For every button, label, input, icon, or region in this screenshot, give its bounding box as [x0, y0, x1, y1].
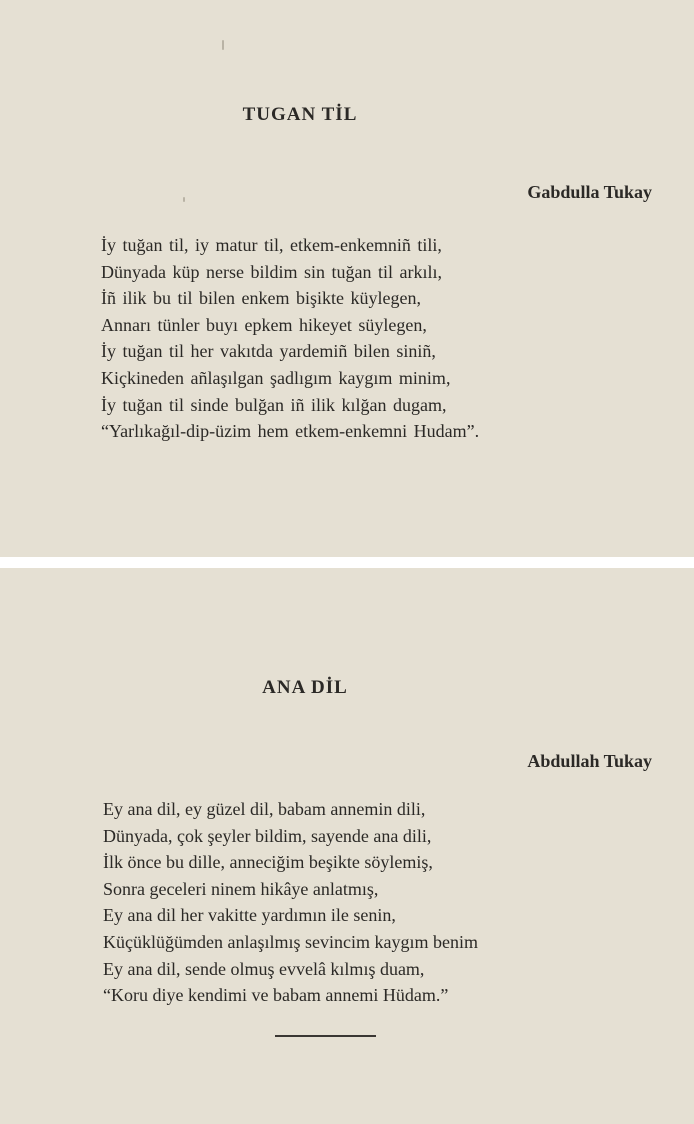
verse-line: Sonra geceleri ninem hikâye anlatmış,	[103, 878, 379, 899]
verse-line: Annarı tünler buyı epkem hikeyet süylegen,	[101, 314, 427, 335]
verse-line: Ey ana dil her vakitte yardımın ile senin,	[103, 905, 396, 926]
verse-line: Ey ana dil, ey güzel dil, babam annemin dili,	[103, 799, 426, 819]
verse-line: İy tuğan til sinde bulğan iñ ilik kılğan dugam,	[101, 394, 447, 415]
verse-line: Kiçkineden añlaşılgan şadlıgım kaygım minim,	[101, 367, 451, 388]
poem-title: TUGAN TİL	[242, 104, 358, 125]
verse-line: İy tuğan til, iy matur til, etkem-enkemniñ tili,	[101, 235, 442, 255]
verse-line: İy tuğan til her vakıtda yardemiñ bilen siniñ,	[101, 341, 436, 362]
verse-line: Dünyada küp nerse bildim sin tuğan til arkılı,	[101, 261, 442, 282]
verse-line: “Yarlıkağıl-dip-üzim hem etkem-enkemni Hudam”.	[101, 421, 480, 442]
verse-line: Küçüklüğümden anlaşılmış sevincim kaygım benim	[103, 931, 478, 952]
end-rule	[275, 1035, 376, 1037]
poem-author: Gabdulla Tukay	[527, 182, 652, 202]
poem-verse	[103, 796, 478, 1009]
poem-verse	[101, 232, 479, 445]
page-ana-dil	[0, 568, 694, 1124]
verse-line: “Koru diye kendimi ve babam annemi Hüdam.”	[103, 985, 449, 1006]
poem-author: Abdullah Tukay	[527, 751, 652, 771]
page-tugan-til	[0, 0, 694, 557]
verse-line: Dünyada, çok şeyler bildim, sayende ana dili,	[103, 825, 432, 846]
verse-line: İñ ilik bu til bilen enkem bişikte küylegen,	[101, 288, 421, 309]
poem-title: ANA DİL	[262, 677, 348, 698]
verse-line: Ey ana dil, sende olmuş evvelâ kılmış duam,	[103, 958, 425, 979]
paper-speck	[183, 197, 185, 202]
paper-speck	[222, 40, 224, 50]
verse-line: İlk önce bu dille, anneciğim beşikte söylemiş,	[103, 852, 433, 873]
